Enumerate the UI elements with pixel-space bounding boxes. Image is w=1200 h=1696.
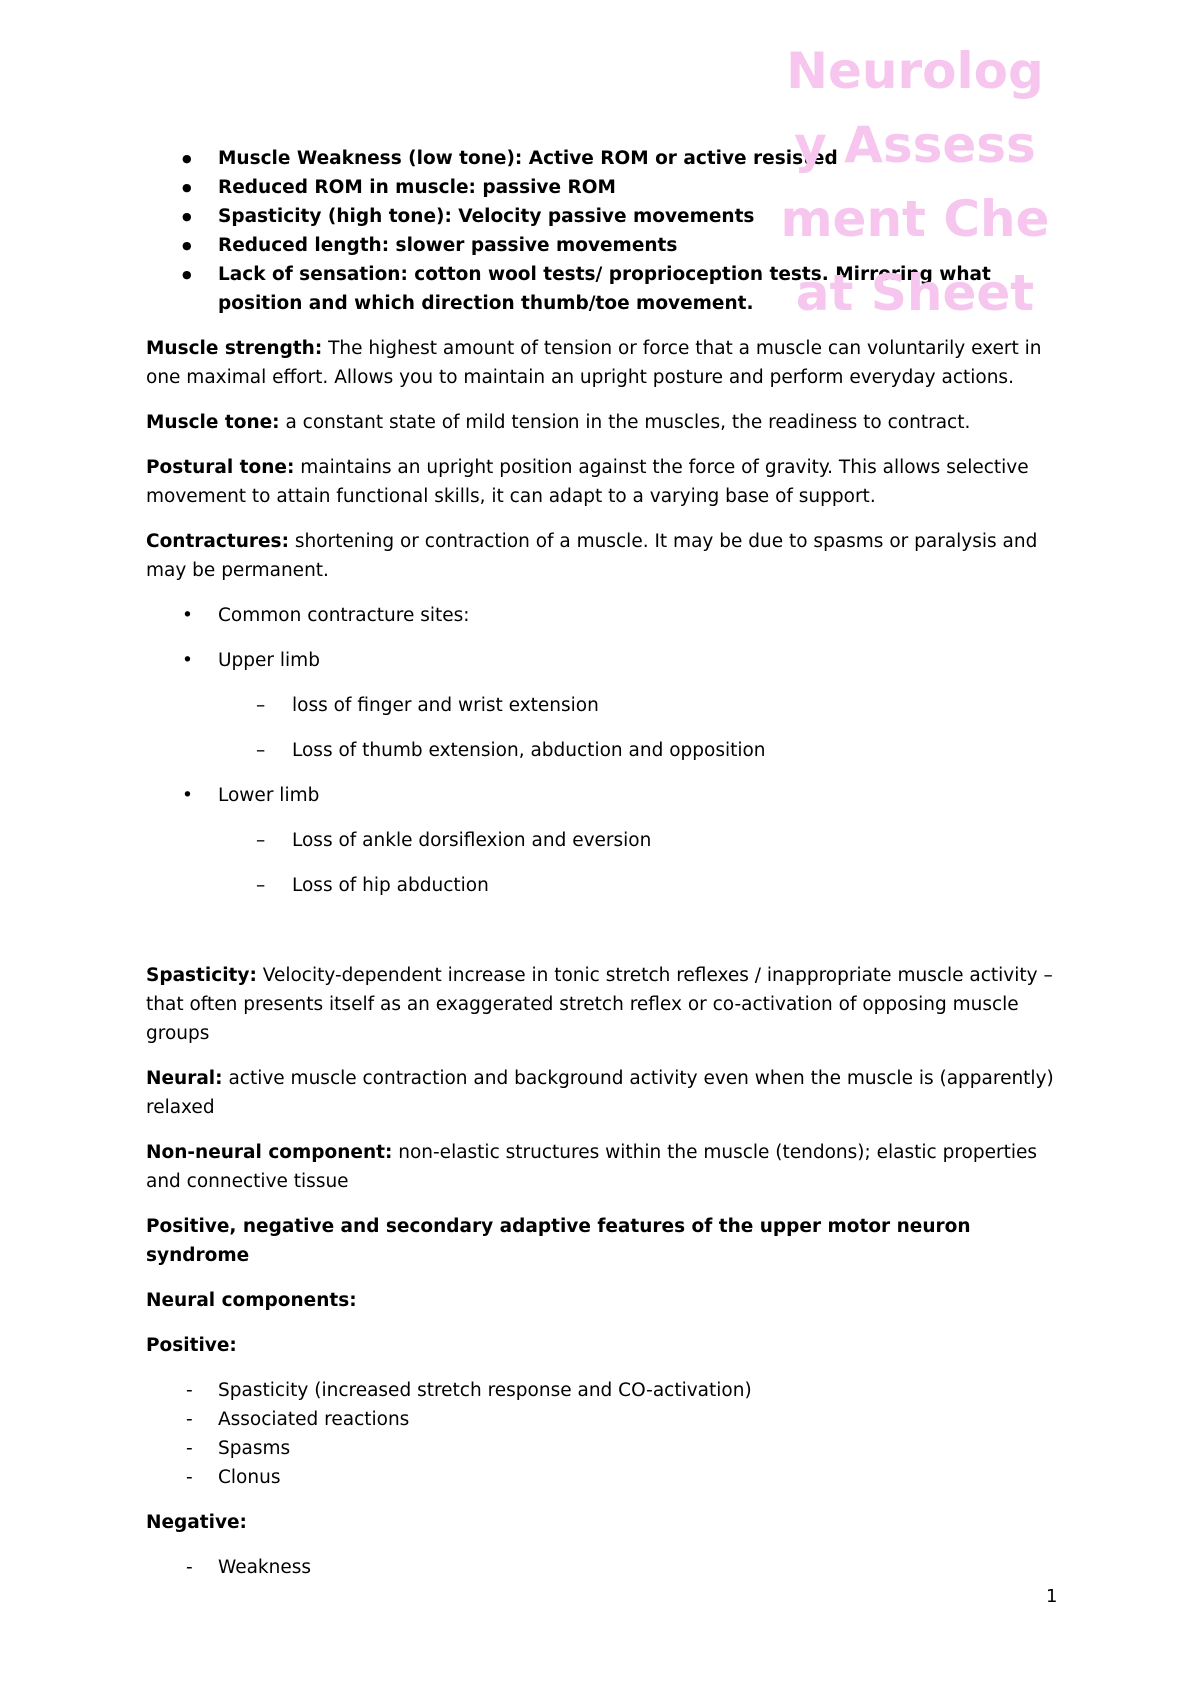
definition-text: active muscle contraction and background activity even when the muscle is (apparently) relaxed xyxy=(146,1068,1054,1118)
definition-term: Postural tone: xyxy=(146,457,295,478)
definition-term: Non-neural component: xyxy=(146,1142,393,1163)
definition-text: maintains an upright position against the force of gravity. This allows selective movement to attain functional skills, it can adapt to a varying base of support. xyxy=(146,457,1029,507)
negative-list xyxy=(146,1553,1066,1582)
definition-term: Muscle strength: xyxy=(146,338,323,359)
definition-muscle-strength xyxy=(146,334,1066,392)
list-item: ● Muscle Weakness (low tone): Active ROM or active resisted xyxy=(146,144,1066,173)
upper-limb-label: • Upper limb xyxy=(146,646,1066,675)
list-item: – Loss of hip abduction xyxy=(146,871,1066,900)
list-item: ● Reduced length: slower passive movements xyxy=(146,231,1066,260)
definition-neural xyxy=(146,1064,1066,1122)
page-number: 1 xyxy=(1046,1586,1058,1607)
list-item: - Spasticity (increased stretch response and CO-activation) xyxy=(146,1376,1066,1405)
definition-text: a constant state of mild tension in the muscles, the readiness to contract. xyxy=(279,412,971,433)
neural-components-heading xyxy=(146,1286,1066,1315)
list-item: - Weakness xyxy=(146,1553,1066,1582)
heading-text: Neural components: xyxy=(146,1290,357,1311)
heading-text: Positive, negative and secondary adaptive features of the upper motor neuron syndrome xyxy=(146,1216,971,1266)
positive-heading xyxy=(146,1331,1066,1360)
definition-text: shortening or contraction of a muscle. It may be due to spasms or paralysis and may be permanent. xyxy=(146,531,1038,581)
definition-text: The highest amount of tension or force that a muscle can voluntarily exert in one maximal effort. Allows you to maintain an upright posture and perform everyday actions. xyxy=(146,338,1042,388)
heading-text: Positive: xyxy=(146,1335,237,1356)
definition-contractures xyxy=(146,527,1066,585)
definition-term: Contractures: xyxy=(146,531,289,552)
lower-limb-label: • Lower limb xyxy=(146,781,1066,810)
list-item: – Loss of thumb extension, abduction and opposition xyxy=(146,736,1066,765)
list-item: ● Lack of sensation: cotton wool tests/ proprioception tests. Mirroring what position and which direction thumb/toe movement. xyxy=(146,260,1066,318)
definition-non-neural xyxy=(146,1138,1066,1196)
list-item: – Loss of ankle dorsiflexion and eversion xyxy=(146,826,1066,855)
umn-heading xyxy=(146,1212,1066,1270)
spacer xyxy=(146,900,1066,945)
definition-muscle-tone xyxy=(146,408,1066,437)
document-body xyxy=(146,144,1066,1582)
definition-postural-tone xyxy=(146,453,1066,511)
definition-text: Velocity-dependent increase in tonic stretch reflexes / inappropriate muscle activity – that often presents itself as an exaggerated stretch reflex or co-activation of opposing muscle groups xyxy=(146,965,1053,1044)
definition-term: Muscle tone: xyxy=(146,412,280,433)
contracture-sites-intro: • Common contracture sites: xyxy=(146,601,1066,630)
definition-spasticity xyxy=(146,961,1066,1048)
list-item: - Clonus xyxy=(146,1463,1066,1492)
list-item: - Spasms xyxy=(146,1434,1066,1463)
definition-term: Spasticity: xyxy=(146,965,257,986)
heading-text: Negative: xyxy=(146,1512,247,1533)
list-item: - Associated reactions xyxy=(146,1405,1066,1434)
definition-term: Neural: xyxy=(146,1068,223,1089)
positive-list xyxy=(146,1376,1066,1492)
list-item: ● Reduced ROM in muscle: passive ROM xyxy=(146,173,1066,202)
list-item: ● Spasticity (high tone): Velocity passive movements xyxy=(146,202,1066,231)
document-title: Neurology Assessment Cheat Sheet xyxy=(780,42,1050,322)
list-item: – loss of finger and wrist extension xyxy=(146,691,1066,720)
negative-heading xyxy=(146,1508,1066,1537)
definition-text: non-elastic structures within the muscle (tendons); elastic properties and connective tissue xyxy=(146,1142,1037,1192)
